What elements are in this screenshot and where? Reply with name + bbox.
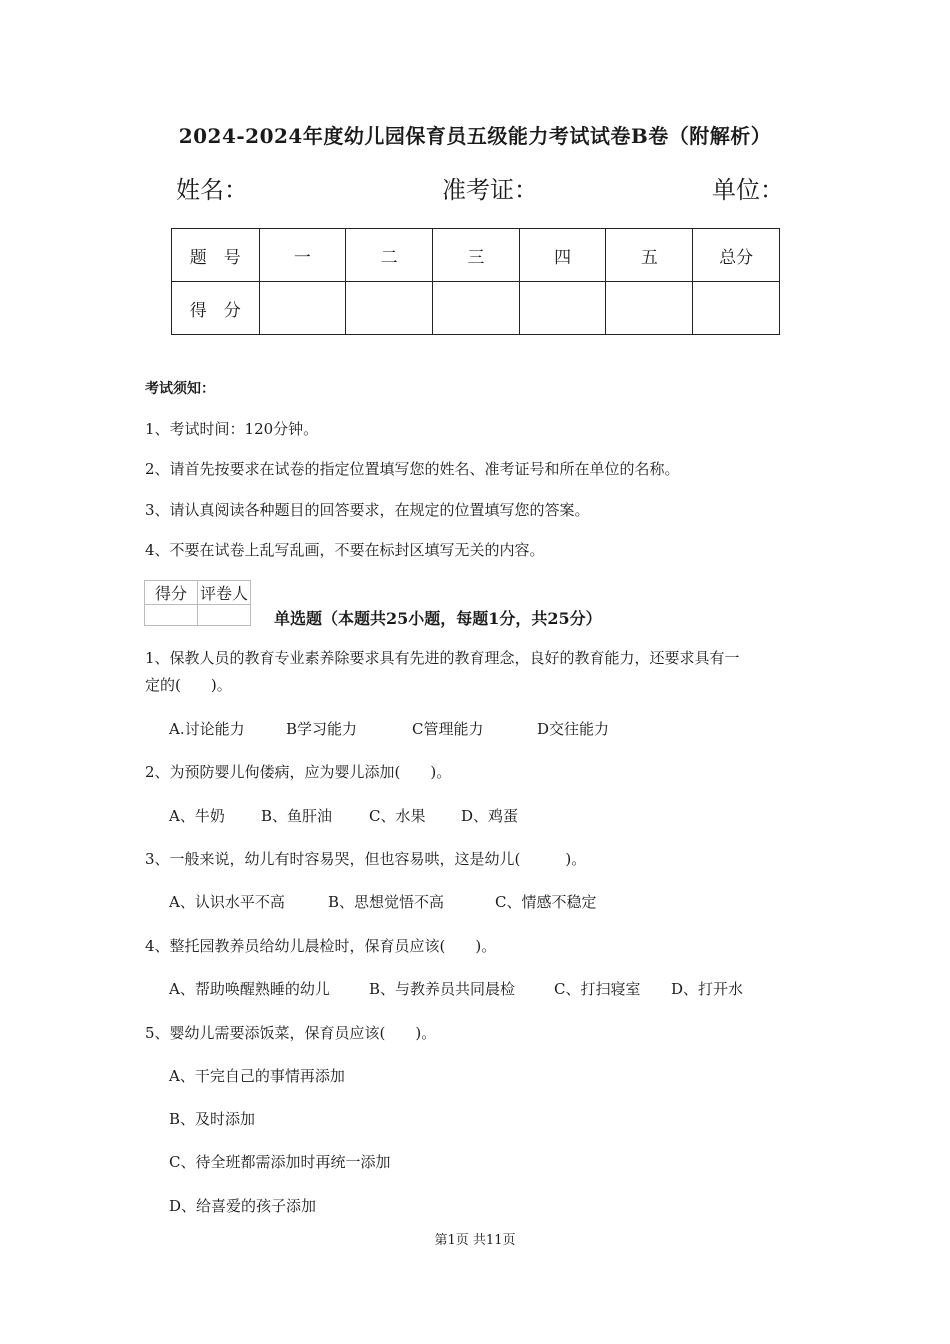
question-option[interactable]: D、鸡蛋: [461, 807, 519, 825]
score-row-label: 得 分: [172, 282, 260, 335]
score-table-header-cell: 五: [606, 229, 693, 282]
grader-name-label: 评卷人: [198, 581, 251, 605]
question-option[interactable]: A.讨论能力: [169, 720, 245, 738]
question-option[interactable]: C、打扫寝室: [554, 980, 641, 998]
question-stem: 5、婴幼儿需要添饭菜，保育员应该( )。: [145, 1024, 437, 1042]
document-title: 2024-2024年度幼儿园保育员五级能力考试试卷B卷（附解析）: [178, 124, 772, 148]
exam-number-label: 准考证：: [442, 176, 538, 204]
score-cell[interactable]: [693, 282, 780, 335]
score-cell[interactable]: [606, 282, 693, 335]
question-option[interactable]: C、待全班都需添加时再统一添加: [169, 1153, 391, 1171]
page-footer: 第1页 共11页: [434, 1233, 516, 1248]
score-table-header-row: [172, 229, 780, 282]
question-option[interactable]: B学习能力: [286, 720, 358, 738]
question-stem: 4、整托园教养员给幼儿晨检时，保育员应该( )。: [145, 937, 497, 955]
question-option[interactable]: D、给喜爱的孩子添加: [169, 1197, 317, 1215]
score-table-header-cell: 一: [259, 229, 346, 282]
question-option[interactable]: C、情感不稳定: [495, 893, 597, 911]
question-option[interactable]: B、思想觉悟不高: [328, 893, 445, 911]
score-cell[interactable]: [346, 282, 433, 335]
score-cell[interactable]: [519, 282, 606, 335]
question-option[interactable]: B、及时添加: [169, 1110, 256, 1128]
question-stem: 3、一般来说，幼儿有时容易哭，但也容易哄，这是幼儿( )。: [145, 850, 587, 868]
notice-heading: 考试须知：: [145, 381, 215, 397]
grader-score-cell[interactable]: [145, 605, 198, 626]
grader-name-cell[interactable]: [198, 605, 251, 626]
section-title: 单选题（本题共25小题，每题1分，共25分）: [274, 609, 602, 628]
unit-label: 单位：: [712, 176, 784, 204]
question-option[interactable]: B、鱼肝油: [261, 807, 333, 825]
score-table-header-cell: 题 号: [172, 229, 260, 282]
score-cell[interactable]: [433, 282, 520, 335]
question-option[interactable]: C、水果: [369, 807, 426, 825]
score-table: [171, 228, 780, 335]
question-option[interactable]: A、认识水平不高: [169, 893, 285, 911]
score-table-header-cell: 二: [346, 229, 433, 282]
score-cell[interactable]: [259, 282, 346, 335]
question-stem: 定的( )。: [145, 676, 232, 694]
question-option[interactable]: C管理能力: [412, 720, 484, 738]
notice-item: 3、请认真阅读各种题目的回答要求，在规定的位置填写您的答案。: [145, 501, 590, 519]
grader-box: [144, 580, 251, 626]
question-option[interactable]: A、牛奶: [169, 807, 225, 825]
question-option[interactable]: A、帮助唤醒熟睡的幼儿: [169, 980, 330, 998]
score-table-header-cell: 三: [433, 229, 520, 282]
question-option[interactable]: D、打开水: [671, 980, 744, 998]
score-table-header-cell: 总分: [693, 229, 780, 282]
question-option[interactable]: A、干完自己的事情再添加: [169, 1067, 345, 1085]
grader-score-label: 得分: [145, 581, 198, 605]
name-label: 姓名：: [176, 176, 248, 204]
question-option[interactable]: D交往能力: [537, 720, 610, 738]
score-table-score-row: [172, 282, 780, 335]
question-stem: 2、为预防婴儿佝偻病，应为婴儿添加( )。: [145, 763, 452, 781]
question-stem: 1、保教人员的教育专业素养除要求具有先进的教育理念，良好的教育能力，还要求具有一: [145, 649, 740, 667]
notice-item: 1、考试时间：120分钟。: [145, 420, 319, 438]
notice-item: 4、不要在试卷上乱写乱画，不要在标封区填写无关的内容。: [145, 541, 545, 559]
notice-item: 2、请首先按要求在试卷的指定位置填写您的姓名、准考证号和所在单位的名称。: [145, 460, 680, 478]
question-option[interactable]: B、与教养员共同晨检: [369, 980, 516, 998]
score-table-header-cell: 四: [519, 229, 606, 282]
